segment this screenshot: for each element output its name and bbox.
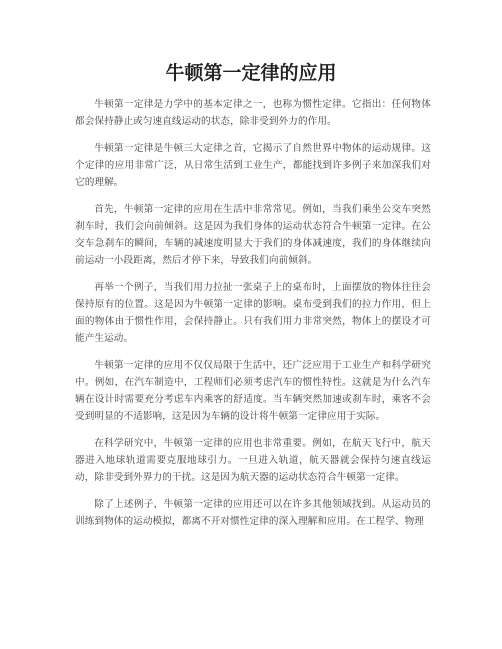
document-title: 牛顿第一定律的应用 [165, 62, 337, 84]
paragraph: 牛顿第一定律是牛顿三大定律之首，它揭示了自然世界中物体的运动规律。这个定律的应用非常广泛，从日常生活到工业生产，都能找到许多例子来加深我们对它的理解。 [75, 143, 431, 188]
paragraph: 除了上述例子，牛顿第一定律的应用还可以在许多其他领域找到。从运动员的训练到物体的运动模拟，都离不开对惯性定律的深入理解和应用。在工程学、物理 [75, 499, 431, 527]
paragraph: 牛顿第一定律是力学中的基本定律之一，也称为惯性定律。它指出：任何物体都会保持静止或匀速直线运动的状态，除非受到外力的作用。 [75, 99, 431, 127]
paragraph: 首先，牛顿第一定律的应用在生活中非常常见。例如，当我们乘坐公交车突然刹车时，我们会向前倾斜。这是因为我们身体的运动状态符合牛顿第一定律。在公交车急刹车的瞬间，车辆的减速度明显大于我们的身体减速度，我们的身体继续向前运动一小段距离，然后才停下来，导致我们向前倾斜。 [75, 204, 431, 266]
paragraph: 在科学研究中，牛顿第一定律的应用也非常重要。例如，在航天飞行中，航天器进入地球轨道需要克服地球引力。一旦进入轨道，航天器就会保持匀速直线运动，除非受到外界力的干扰。这是因为航天器的运动状态符合牛顿第一定律。 [75, 438, 431, 483]
paragraph: 牛顿第一定律的应用不仅仅局限于生活中，还广泛应用于工业生产和科学研究中。例如，在汽车制造中，工程师们必须考虑汽车的惯性特性。这就是为什么汽车辆在设计时需要充分考虑车内乘客的舒适度。当车辆突然加速或刹车时，乘客不会受到明显的不适影响，这是因为车辆的设计将牛顿第一定律应用于实际。 [75, 360, 431, 422]
paragraph: 再举一个例子，当我们用力拉扯一张桌子上的桌布时，上面摆放的物体往往会保持原有的位置。这是因为牛顿第一定律的影响。桌布受到我们的拉力作用，但上面的物体由于惯性作用，会保持静止。只有我们用力非常突然，物体上的摆设才可能产生运动。 [75, 282, 431, 344]
document-body [75, 96, 431, 540]
